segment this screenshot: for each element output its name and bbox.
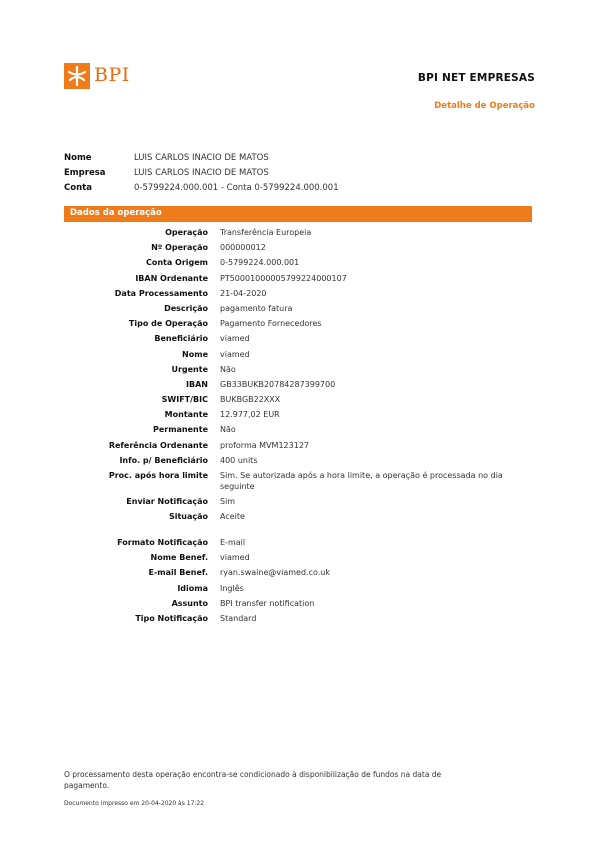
detail-label: Beneficiário — [154, 334, 208, 344]
bpi-logo — [64, 63, 130, 89]
detail-row — [64, 440, 534, 455]
detail-label: Operação — [165, 228, 208, 237]
detail-value: viamed — [220, 334, 250, 344]
detail-label: Descrição — [164, 303, 208, 313]
detail-label: Tipo de Operação — [128, 319, 208, 329]
detail-value: Transferência Europeia — [220, 228, 312, 237]
detail-row — [64, 379, 534, 394]
detail-row — [64, 470, 534, 496]
detail-value: proforma MVM123127 — [220, 440, 309, 450]
notification-value: viamed — [220, 553, 250, 563]
client-info — [64, 151, 339, 196]
detail-value: 400 units — [220, 455, 258, 465]
bpi-logo-text: BPI — [94, 64, 130, 86]
detail-row — [64, 496, 534, 511]
notification-row — [64, 552, 534, 567]
client-label: Conta — [64, 183, 92, 193]
notification-value: Standard — [220, 613, 257, 623]
detail-row — [64, 409, 534, 424]
notification-row — [64, 598, 534, 613]
detail-label: Situação — [168, 512, 208, 522]
notification-row — [64, 583, 534, 598]
detail-row — [64, 424, 534, 439]
detail-value: 12.977,02 EUR — [220, 410, 280, 420]
detail-value: Sim. Se autorizada após a hora limite, a operação é processada no dia seguinte — [220, 471, 503, 491]
notification-value: E-mail — [220, 538, 246, 547]
notification-label: Assunto — [171, 598, 208, 608]
detail-row — [64, 333, 534, 348]
detail-label: Info. p/ Beneficiário — [119, 455, 208, 465]
detail-value: 000000012 — [220, 243, 266, 253]
detail-value: PT50001000005799224000107 — [220, 273, 347, 283]
detail-row — [64, 227, 534, 242]
detail-row — [64, 242, 534, 257]
detail-label: IBAN Ordenante — [135, 273, 208, 283]
client-row-name — [64, 151, 339, 166]
detail-value: GB33BUKB20784287399700 — [220, 379, 336, 389]
detail-label: Permanente — [152, 425, 208, 435]
detail-label: Enviar Notificação — [126, 497, 208, 506]
detail-label: Nome — [182, 349, 208, 359]
notification-label: Formato Notificação — [117, 538, 208, 547]
client-value: 0-5799224.000.001 - Conta 0-5799224.000.001 — [134, 183, 339, 193]
notification-value: Inglês — [220, 583, 244, 593]
notification-value: BPI transfer notification — [220, 598, 315, 608]
brand-title: BPI NET EMPRESAS — [417, 72, 535, 84]
notification-row — [64, 613, 534, 628]
detail-value: Aceite — [220, 512, 245, 522]
detail-row — [64, 257, 534, 272]
detail-row — [64, 455, 534, 470]
detail-value: pagamento fatura — [220, 303, 293, 313]
detail-label: IBAN — [186, 379, 208, 389]
detail-label: Referência Ordenante — [108, 440, 208, 450]
section-header — [64, 206, 532, 222]
detail-value: Sim — [220, 497, 236, 506]
client-row-company — [64, 166, 339, 181]
notification-row — [64, 567, 534, 582]
notification-label: Idioma — [177, 583, 208, 593]
detail-label: SWIFT/BIC — [161, 395, 208, 405]
detail-label: Montante — [164, 410, 208, 420]
page-subtitle: Detalhe de Operação — [434, 101, 535, 111]
detail-label: Nº Operação — [151, 243, 208, 253]
detail-value: viamed — [220, 349, 250, 359]
detail-value: 21-04-2020 — [220, 288, 267, 298]
notification-row — [64, 537, 534, 552]
detail-value: Não — [220, 364, 236, 374]
notification-label: E-mail Benef. — [148, 568, 208, 578]
detail-row — [64, 318, 534, 333]
notification-label: Nome Benef. — [150, 553, 208, 563]
detail-value: 0-5799224.000.001 — [220, 258, 300, 268]
detail-value: BUKBGB22XXX — [220, 395, 281, 405]
bpi-logo-icon — [64, 63, 90, 89]
client-value: LUIS CARLOS INACIO DE MATOS — [134, 153, 269, 163]
client-label: Empresa — [64, 168, 106, 178]
detail-row — [64, 349, 534, 364]
detail-label: Conta Origem — [145, 258, 208, 268]
notification-value: ryan.swaine@viamed.co.uk — [220, 568, 330, 578]
section-title: Dados da operação — [70, 208, 162, 218]
detail-label: Proc. após hora limite — [108, 471, 208, 480]
detail-value: Não — [220, 425, 236, 435]
operation-details — [64, 227, 534, 526]
client-row-account — [64, 181, 339, 196]
print-timestamp: Documento impresso em 20-04-2020 às 17:22 — [64, 800, 205, 807]
notification-details — [64, 537, 534, 628]
client-value: LUIS CARLOS INACIO DE MATOS — [134, 168, 269, 178]
detail-row — [64, 303, 534, 318]
processing-note: O processamento desta operação encontra-se condicionado à disponibilização de fundos na data de pagamento. — [64, 770, 442, 790]
detail-row — [64, 273, 534, 288]
detail-value: Pagamento Fornecedores — [220, 319, 322, 329]
detail-row — [64, 364, 534, 379]
notification-label: Tipo Notificação — [135, 613, 208, 623]
detail-row — [64, 288, 534, 303]
detail-label: Urgente — [171, 364, 208, 374]
detail-label: Data Processamento — [114, 288, 208, 298]
client-label: Nome — [64, 153, 92, 163]
detail-row — [64, 511, 534, 526]
detail-row — [64, 394, 534, 409]
